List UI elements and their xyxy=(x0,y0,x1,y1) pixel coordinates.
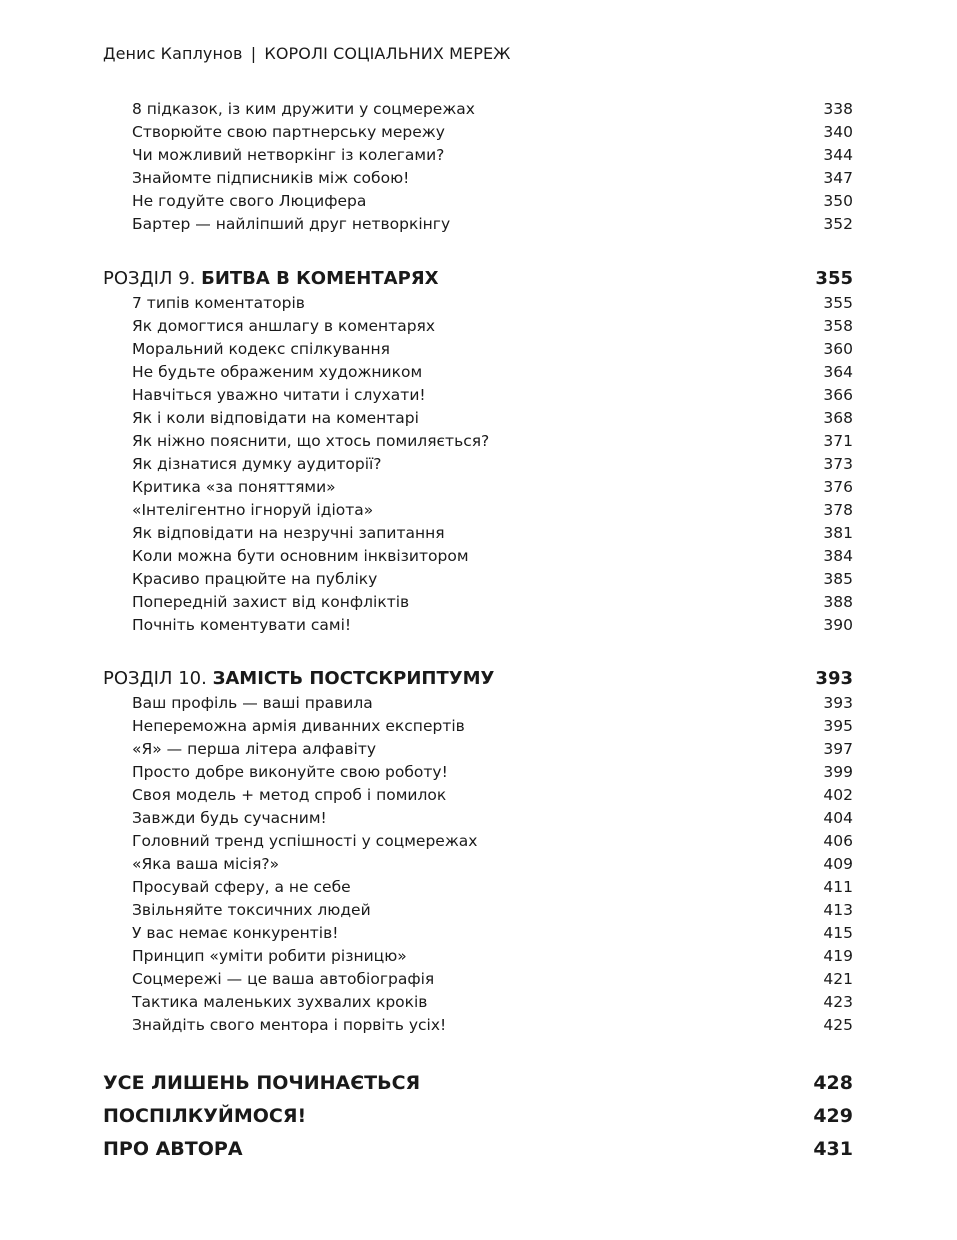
toc-entry[interactable] xyxy=(132,169,853,192)
entry-title: Знайомте підписників між собою! xyxy=(132,169,410,187)
entry-page: 340 xyxy=(823,123,853,141)
entry-title: «Я» — перша літера алфавіту xyxy=(132,740,377,758)
entry-page: 373 xyxy=(823,455,853,473)
entry-page: 404 xyxy=(823,809,853,827)
entry-page: 368 xyxy=(823,409,853,427)
entry-page: 411 xyxy=(823,878,853,896)
entry-page: 429 xyxy=(813,1105,853,1127)
entry-title: Красиво працюйте на публіку xyxy=(132,570,378,588)
entry-title: Просувай сферу, а не себе xyxy=(132,878,351,896)
entry-title: «Яка ваша місія?» xyxy=(132,855,280,873)
entry-page: 395 xyxy=(823,717,853,735)
end-matter-entry[interactable] xyxy=(103,1105,853,1133)
toc-entry[interactable] xyxy=(132,924,853,947)
entry-title: Просто добре виконуйте свою роботу! xyxy=(132,763,448,781)
entry-title: Створюйте свою партнерську мережу xyxy=(132,123,445,141)
entry-title: Тактика маленьких зухвалих кроків xyxy=(132,993,428,1011)
entry-page: 376 xyxy=(823,478,853,496)
entry-page: 338 xyxy=(823,100,853,118)
entry-title: Попередній захист від конфліктів xyxy=(132,593,410,611)
entry-title: УСЕ ЛИШЕНЬ ПОЧИНАЄТЬСЯ xyxy=(103,1072,421,1094)
entry-title: Навчіться уважно читати і слухати! xyxy=(132,386,426,404)
entry-title: Як ніжно пояснити, що хтось помиляється? xyxy=(132,432,490,450)
entry-page: 413 xyxy=(823,901,853,919)
entry-title: Критика «за поняттями» xyxy=(132,478,336,496)
toc-entry[interactable] xyxy=(132,717,853,740)
entry-title: Головний тренд успішності у соцмережах xyxy=(132,832,478,850)
entry-title: ПРО АВТОРА xyxy=(103,1138,243,1160)
running-head xyxy=(103,44,511,63)
toc-entry[interactable] xyxy=(132,409,853,432)
toc-entry[interactable] xyxy=(132,340,853,363)
entry-title: Непереможна армія диванних експертів xyxy=(132,717,465,735)
entry-title: Почніть коментувати самі! xyxy=(132,616,352,634)
end-matter-entry[interactable] xyxy=(103,1138,853,1166)
toc-entry[interactable] xyxy=(132,855,853,878)
chapter-title: БИТВА В КОМЕНТАРЯХ xyxy=(201,268,439,289)
entry-page: 390 xyxy=(823,616,853,634)
entry-title: Соцмережі — це ваша автобіографія xyxy=(132,970,435,988)
toc-entry[interactable] xyxy=(132,192,853,215)
entry-page: 406 xyxy=(823,832,853,850)
entry-title: Як дізнатися думку аудиторії? xyxy=(132,455,382,473)
toc-entry[interactable] xyxy=(132,317,853,340)
entry-page: 415 xyxy=(823,924,853,942)
toc-entry[interactable] xyxy=(132,123,853,146)
toc-entry[interactable] xyxy=(132,215,853,238)
toc-entry[interactable] xyxy=(132,432,853,455)
toc-entry[interactable] xyxy=(132,786,853,809)
entry-title: Як відповідати на незручні запитання xyxy=(132,524,445,542)
entry-page: 428 xyxy=(813,1072,853,1094)
toc-entry[interactable] xyxy=(132,524,853,547)
chapter-label: РОЗДІЛ 10. xyxy=(103,668,207,689)
chapter-10-heading[interactable] xyxy=(103,668,853,694)
entry-title: Коли можна бути основним інквізитором xyxy=(132,547,469,565)
entry-page: 399 xyxy=(823,763,853,781)
entry-title: Знайдіть свого ментора і порвіть усіх! xyxy=(132,1016,447,1034)
toc-entry[interactable] xyxy=(132,100,853,123)
toc-entry[interactable] xyxy=(132,901,853,924)
chapter-title: ЗАМІСТЬ ПОСТСКРИПТУМУ xyxy=(212,668,495,689)
toc-entry[interactable] xyxy=(132,593,853,616)
entry-page: 425 xyxy=(823,1016,853,1034)
entry-title: Бартер — найліпший друг нетворкінгу xyxy=(132,215,451,233)
entry-page: 431 xyxy=(813,1138,853,1160)
toc-entry[interactable] xyxy=(132,763,853,786)
chapter-page: 355 xyxy=(815,268,853,289)
toc-entry[interactable] xyxy=(132,455,853,478)
entry-page: 393 xyxy=(823,694,853,712)
entry-title: 8 підказок, із ким дружити у соцмережах xyxy=(132,100,475,118)
entry-title: Ваш профіль — ваші правила xyxy=(132,694,373,712)
entry-title: Моральний кодекс спілкування xyxy=(132,340,390,358)
toc-entry[interactable] xyxy=(132,809,853,832)
entry-page: 381 xyxy=(823,524,853,542)
toc-entry[interactable] xyxy=(132,878,853,901)
book-title: КОРОЛІ СОЦІАЛЬНИХ МЕРЕЖ xyxy=(264,44,511,63)
entry-page: 384 xyxy=(823,547,853,565)
entry-page: 344 xyxy=(823,146,853,164)
entry-title: Звільняйте токсичних людей xyxy=(132,901,371,919)
toc-entry[interactable] xyxy=(132,694,853,717)
entry-title: Своя модель + метод спроб і помилок xyxy=(132,786,447,804)
entry-title: Не годуйте свого Люцифера xyxy=(132,192,367,210)
entry-title: Завжди будь сучасним! xyxy=(132,809,327,827)
author-name: Денис Каплунов xyxy=(103,44,243,63)
toc-entry[interactable] xyxy=(132,386,853,409)
entry-page: 419 xyxy=(823,947,853,965)
entry-page: 350 xyxy=(823,192,853,210)
chapter-page: 393 xyxy=(815,668,853,689)
toc-entry[interactable] xyxy=(132,570,853,593)
entry-title: ПОСПІЛКУЙМОСЯ! xyxy=(103,1105,307,1127)
toc-entry[interactable] xyxy=(132,832,853,855)
entry-title: Як і коли відповідати на коментарі xyxy=(132,409,419,427)
entry-page: 360 xyxy=(823,340,853,358)
entry-page: 355 xyxy=(823,294,853,312)
entry-page: 378 xyxy=(823,501,853,519)
entry-title: Чи можливий нетворкінг із колегами? xyxy=(132,146,445,164)
entry-page: 388 xyxy=(823,593,853,611)
entry-title: «Інтелігентно ігноруй ідіота» xyxy=(132,501,374,519)
entry-title: Не будьте ображеним художником xyxy=(132,363,423,381)
chapter-9-heading[interactable] xyxy=(103,268,853,294)
entry-page: 397 xyxy=(823,740,853,758)
entry-title: Як домогтися аншлагу в коментарях xyxy=(132,317,436,335)
toc-entry[interactable] xyxy=(132,294,853,317)
chapter-label: РОЗДІЛ 9. xyxy=(103,268,196,289)
entry-page: 421 xyxy=(823,970,853,988)
entry-title: Принцип «уміти робити різницю» xyxy=(132,947,407,965)
entry-title: У вас немає конкурентів! xyxy=(132,924,339,942)
entry-page: 364 xyxy=(823,363,853,381)
toc-entry[interactable] xyxy=(132,501,853,524)
entry-page: 385 xyxy=(823,570,853,588)
toc-entry[interactable] xyxy=(132,993,853,1016)
entry-page: 371 xyxy=(823,432,853,450)
toc-entry[interactable] xyxy=(132,740,853,763)
toc-entry[interactable] xyxy=(132,146,853,169)
header-separator: | xyxy=(250,44,257,63)
entry-page: 402 xyxy=(823,786,853,804)
entry-page: 347 xyxy=(823,169,853,187)
toc-entry[interactable] xyxy=(132,547,853,570)
toc-entry[interactable] xyxy=(132,616,853,639)
entry-title: 7 типів коментаторів xyxy=(132,294,305,312)
entry-page: 352 xyxy=(823,215,853,233)
end-matter-entry[interactable] xyxy=(103,1072,853,1100)
entry-page: 358 xyxy=(823,317,853,335)
toc-entry[interactable] xyxy=(132,970,853,993)
entry-page: 366 xyxy=(823,386,853,404)
entry-page: 423 xyxy=(823,993,853,1011)
toc-entry[interactable] xyxy=(132,947,853,970)
toc-entry[interactable] xyxy=(132,1016,853,1039)
toc-entry[interactable] xyxy=(132,363,853,386)
entry-page: 409 xyxy=(823,855,853,873)
toc-entry[interactable] xyxy=(132,478,853,501)
